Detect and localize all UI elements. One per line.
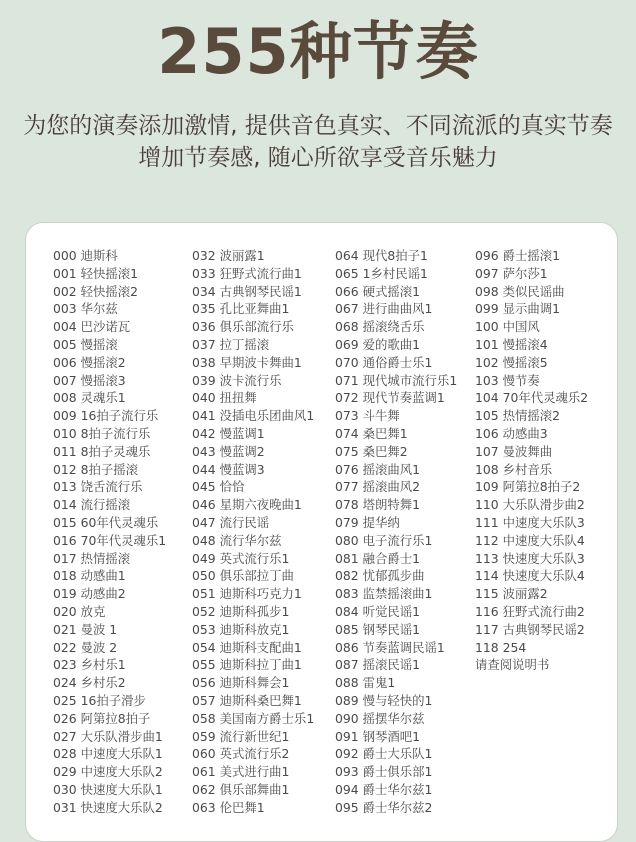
rhythm-item: 109 阿第拉8拍子2 [475,479,581,495]
rhythm-item: 044 慢蓝调3 [192,461,265,477]
rhythm-item: 093 爵士俱乐部1 [335,764,433,780]
rhythm-column-2 [192,247,314,817]
rhythm-item: 042 慢蓝调1 [192,425,265,441]
rhythm-item: 056 迪斯科舞会1 [192,675,290,691]
rhythm-item: 014 流行摇滚 [53,497,131,513]
rhythm-item: 116 狂野式流行曲2 [475,603,585,619]
rhythm-item: 099 显示曲调1 [475,301,561,317]
rhythm-item: 072 现代节奏蓝调1 [335,390,445,406]
rhythm-item: 051 迪斯科巧克力1 [192,586,302,602]
rhythm-item: 102 慢摇滚5 [475,354,548,370]
rhythm-item: 064 现代8拍子1 [335,248,428,263]
rhythm-item: 114 快速度大乐队4 [475,568,585,584]
rhythm-item: 091 钢琴酒吧1 [335,728,421,744]
rhythm-item: 015 60年代灵魂乐 [53,514,159,530]
rhythm-item: 000 迪斯科 [53,248,118,263]
rhythm-item: 010 8拍子流行乐 [53,425,151,441]
rhythm-item: 094 爵士华尔兹1 [335,781,433,797]
rhythm-item: 028 中速度大乐队1 [53,746,163,762]
rhythm-item: 070 通俗爵士乐1 [335,354,433,370]
rhythm-item: 038 早期波卡舞曲1 [192,354,302,370]
rhythm-item: 089 慢与轻快的1 [335,692,433,708]
rhythm-item: 021 曼波 1 [53,621,118,637]
rhythm-item: 074 桑巴舞1 [335,425,408,441]
rhythm-item: 035 孔比亚舞曲1 [192,301,290,317]
rhythm-item: 103 慢节奏 [475,372,540,388]
rhythm-item: 063 伦巴舞1 [192,799,265,815]
rhythm-item: 112 中速度大乐队4 [475,532,585,548]
rhythm-item: 036 俱乐部流行乐 [192,319,294,335]
rhythm-item: 005 慢摇滚 [53,336,118,352]
rhythm-item: 071 现代城市流行乐1 [335,372,458,388]
rhythm-item: 009 16拍子流行乐 [53,408,159,424]
rhythm-item: 076 摇滚曲风1 [335,461,421,477]
rhythm-item: 007 慢摇滚3 [53,372,126,388]
rhythm-item: 请查阅说明书 [475,657,550,673]
rhythm-item: 111 中速度大乐队3 [475,514,585,530]
rhythm-item: 046 星期六夜晚曲1 [192,497,302,513]
rhythm-item: 078 塔朗特舞1 [335,497,421,513]
rhythm-item: 050 俱乐部拉丁曲 [192,568,294,584]
rhythm-item: 067 进行曲曲风1 [335,301,433,317]
rhythm-item: 026 阿第拉8拍子 [53,710,151,726]
rhythm-item: 045 恰恰 [192,479,245,495]
rhythm-item: 008 灵魂乐1 [53,390,126,406]
rhythm-item: 066 硬式摇滚1 [335,283,421,299]
rhythm-item: 113 快速度大乐队3 [475,550,585,566]
rhythm-item: 073 斗牛舞 [335,408,400,424]
rhythm-item: 080 电子流行乐1 [335,532,433,548]
rhythm-item: 061 美式进行曲1 [192,764,290,780]
rhythm-item: 049 英式流行乐1 [192,550,290,566]
rhythm-item: 101 慢摇滚4 [475,336,548,352]
rhythm-item: 079 提华纳 [335,514,400,530]
rhythm-item: 040 扭扭舞 [192,390,257,406]
rhythm-item: 029 中速度大乐队2 [53,764,163,780]
rhythm-item: 039 波卡流行乐 [192,372,282,388]
rhythm-item: 098 类似民谣曲 [475,283,565,299]
rhythm-item: 002 轻快摇滚2 [53,283,139,299]
rhythm-item: 019 动感曲2 [53,586,126,602]
rhythm-item: 033 狂野式流行曲1 [192,265,302,281]
subtitle-line-2: 增加节奏感, 随心所欲享受音乐魅力 [138,145,498,171]
rhythm-item: 068 摇滚绕舌乐 [335,319,425,335]
rhythm-item: 037 拉丁摇滚 [192,336,270,352]
rhythm-item: 087 摇滚民谣1 [335,657,421,673]
rhythm-item: 118 254 [475,639,527,655]
rhythm-item: 034 古典钢琴民谣1 [192,283,302,299]
rhythm-item: 117 古典钢琴民谣2 [475,621,585,637]
rhythm-item: 106 动感曲3 [475,425,548,441]
rhythm-item: 058 美国南方爵士乐1 [192,710,315,726]
rhythm-item: 100 中国风 [475,319,540,335]
rhythm-item: 054 迪斯科支配曲1 [192,639,302,655]
rhythm-item: 086 节奏蓝调民谣1 [335,639,445,655]
rhythm-item: 024 乡村乐2 [53,675,126,691]
rhythm-item: 081 融合爵士1 [335,550,421,566]
rhythm-item: 020 放克 [53,603,106,619]
rhythm-item: 047 流行民谣 [192,514,270,530]
rhythm-item: 004 巴沙诺瓦 [53,319,131,335]
rhythm-item: 048 流行华尔兹 [192,532,282,548]
rhythm-item: 057 迪斯科桑巴舞1 [192,692,302,708]
rhythm-item: 107 曼波舞曲 [475,443,553,459]
rhythm-item: 013 饶舌流行乐 [53,479,143,495]
rhythm-item: 084 听觉民谣1 [335,603,421,619]
rhythm-item: 023 乡村乐1 [53,657,126,673]
rhythm-item: 085 钢琴民谣1 [335,621,421,637]
rhythm-column-3 [335,247,457,817]
rhythm-item: 104 70年代灵魂乐2 [475,390,589,406]
rhythm-item: 097 萨尔莎1 [475,265,548,281]
rhythm-item: 105 热情摇滚2 [475,408,561,424]
rhythm-item: 032 波丽露1 [192,248,265,263]
rhythm-item: 095 爵士华尔兹2 [335,799,433,815]
rhythm-item: 082 忧郁孤步曲 [335,568,425,584]
rhythm-item: 016 70年代灵魂乐1 [53,532,167,548]
subtitle-line-1: 为您的演奏添加激情, 提供音色真实、不同流派的真实节奏 [23,113,613,139]
rhythm-item: 041 没插电乐团曲风1 [192,408,315,424]
rhythm-column-4 [475,247,588,674]
rhythm-item: 001 轻快摇滚1 [53,265,139,281]
rhythm-item: 043 慢蓝调2 [192,443,265,459]
rhythm-item: 077 摇滚曲风2 [335,479,421,495]
rhythm-item: 083 监禁摇滚曲1 [335,586,433,602]
rhythm-item: 092 爵士大乐队1 [335,746,433,762]
rhythm-item: 115 波丽露2 [475,586,548,602]
rhythm-item: 003 华尔兹 [53,301,118,317]
rhythm-item: 110 大乐队滑步曲2 [475,497,585,513]
rhythm-item: 031 快速度大乐队2 [53,799,163,815]
rhythm-item: 060 英式流行乐2 [192,746,290,762]
rhythm-item: 011 8拍子灵魂乐 [53,443,151,459]
rhythm-item: 088 雷鬼1 [335,675,396,691]
page-title: 255种节奏 [157,15,479,88]
rhythm-item: 055 迪斯科拉丁曲1 [192,657,302,673]
rhythm-item: 030 快速度大乐队1 [53,781,163,797]
rhythm-item: 018 动感曲1 [53,568,126,584]
rhythm-item: 053 迪斯科放克1 [192,621,290,637]
rhythm-item: 022 曼波 2 [53,639,118,655]
rhythm-item: 090 摇摆华尔兹 [335,710,425,726]
rhythm-column-1 [53,247,166,817]
rhythm-item: 075 桑巴舞2 [335,443,408,459]
rhythm-item: 052 迪斯科孤步1 [192,603,290,619]
rhythm-item: 059 流行新世纪1 [192,728,290,744]
rhythm-item: 069 爱的歌曲1 [335,336,421,352]
rhythm-item: 025 16拍子滑步 [53,692,146,708]
rhythm-item: 006 慢摇滚2 [53,354,126,370]
rhythm-item: 012 8拍子摇滚 [53,461,139,477]
rhythm-item: 065 1乡村民谣1 [335,265,428,281]
rhythm-item: 017 热情摇滚 [53,550,131,566]
rhythm-item: 027 大乐队滑步曲1 [53,728,163,744]
rhythm-item: 096 爵士摇滚1 [475,248,561,263]
rhythm-list-card [25,222,618,842]
rhythm-item: 062 俱乐部舞曲1 [192,781,290,797]
rhythm-item: 108 乡村音乐 [475,461,553,477]
